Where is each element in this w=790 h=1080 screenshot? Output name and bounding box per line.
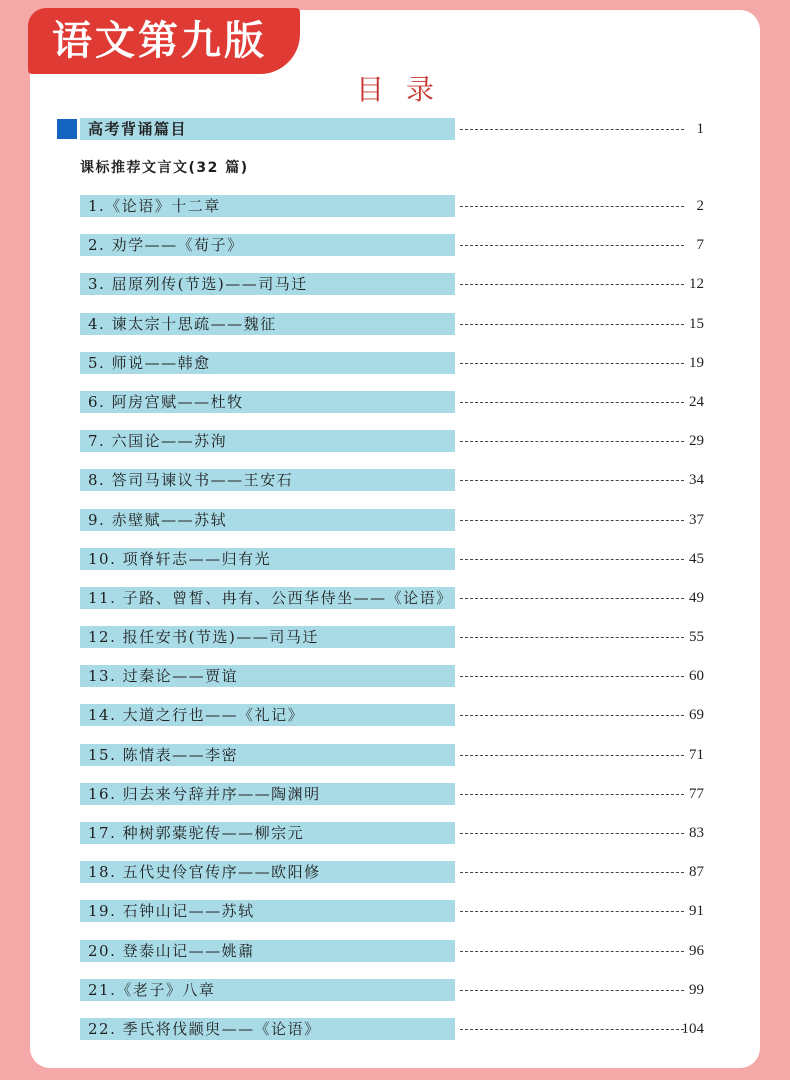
page-number: 104 xyxy=(681,1020,704,1037)
edition-banner: 语文第九版 xyxy=(28,8,300,74)
toc-entry[interactable] xyxy=(0,305,790,344)
page-number: 34 xyxy=(689,472,704,489)
dot-leader xyxy=(460,598,684,599)
dot-leader xyxy=(460,284,684,285)
page-number: 24 xyxy=(689,393,704,410)
entry-title: 22. 季氏将伐颛臾——《论语》 xyxy=(88,1019,321,1038)
toc-entry[interactable] xyxy=(0,853,790,892)
dot-leader xyxy=(460,755,684,756)
page-number: 49 xyxy=(689,589,704,606)
entry-title: 14. 大道之行也——《礼记》 xyxy=(88,706,305,725)
page-number: 91 xyxy=(689,903,704,920)
page-number: 45 xyxy=(689,550,704,567)
toc-entry[interactable] xyxy=(0,1010,790,1049)
page-number: 99 xyxy=(689,981,704,998)
entry-title: 4. 谏太宗十思疏——魏征 xyxy=(88,314,277,333)
toc-title: 目录 xyxy=(355,73,456,106)
page-number: 7 xyxy=(696,237,704,254)
entry-title: 9. 赤壁赋——苏轼 xyxy=(88,510,228,529)
subheading-label: 课标推荐文言文(32 篇) xyxy=(80,160,249,176)
dot-leader xyxy=(460,363,684,364)
toc-entry[interactable] xyxy=(0,344,790,383)
toc-entry[interactable] xyxy=(0,892,790,931)
page-number: 1 xyxy=(696,121,704,137)
toc-entry[interactable] xyxy=(0,422,790,461)
entry-title: 5. 师说——韩愈 xyxy=(88,353,211,372)
page-number: 15 xyxy=(689,315,704,332)
entry-title: 21.《老子》八章 xyxy=(88,980,216,999)
toc-entry[interactable] xyxy=(0,265,790,304)
entry-title: 2. 劝学——《荀子》 xyxy=(88,236,244,255)
entry-title: 18. 五代史伶官传序——欧阳修 xyxy=(88,863,321,882)
page-number: 55 xyxy=(689,629,704,646)
toc-entry[interactable] xyxy=(0,501,790,540)
page-number: 87 xyxy=(689,864,704,881)
dot-leader xyxy=(460,520,684,521)
entry-title: 12. 报任安书(节选)——司马迁 xyxy=(88,628,319,647)
entry-title: 7. 六国论——苏洵 xyxy=(88,432,228,451)
dot-leader xyxy=(460,245,684,246)
section-label: 高考背诵篇目 xyxy=(88,120,188,138)
entry-title: 20. 登泰山记——姚鼐 xyxy=(88,941,255,960)
entry-title: 19. 石钟山记——苏轼 xyxy=(88,902,255,921)
entry-title: 10. 项脊轩志——归有光 xyxy=(88,549,272,568)
dot-leader xyxy=(460,676,684,677)
dot-leader xyxy=(460,1029,684,1030)
toc-entry[interactable] xyxy=(0,814,790,853)
dot-leader xyxy=(460,951,684,952)
toc-entry[interactable] xyxy=(0,971,790,1010)
page-number: 71 xyxy=(689,746,704,763)
toc-entry[interactable] xyxy=(0,540,790,579)
dot-leader xyxy=(460,480,684,481)
toc-section-row[interactable] xyxy=(0,110,790,149)
page-number: 60 xyxy=(689,668,704,685)
entry-title: 3. 屈原列传(节选)——司马迁 xyxy=(88,275,308,294)
toc-entry[interactable] xyxy=(0,736,790,775)
dot-leader xyxy=(460,206,684,207)
toc-entry[interactable] xyxy=(0,618,790,657)
toc-entry[interactable] xyxy=(0,932,790,971)
entry-title: 8. 答司马谏议书——王安石 xyxy=(88,471,294,490)
entry-title: 1.《论语》十二章 xyxy=(88,197,221,215)
dot-leader xyxy=(460,637,684,638)
toc-list xyxy=(0,110,790,1049)
toc-entry[interactable] xyxy=(0,775,790,814)
section-square-icon xyxy=(57,119,77,139)
entry-title: 6. 阿房宫赋——杜牧 xyxy=(88,392,244,411)
dot-leader xyxy=(460,872,684,873)
page-number: 77 xyxy=(689,785,704,802)
page-number: 12 xyxy=(689,276,704,293)
page-number: 37 xyxy=(689,511,704,528)
toc-items xyxy=(0,187,790,1049)
entry-title: 15. 陈情表——李密 xyxy=(88,745,239,764)
toc-entry[interactable] xyxy=(0,461,790,500)
dot-leader xyxy=(460,324,684,325)
dot-leader xyxy=(460,911,684,912)
page-number: 69 xyxy=(689,707,704,724)
dot-leader xyxy=(460,794,684,795)
toc-entry[interactable] xyxy=(0,696,790,735)
dot-leader xyxy=(460,715,684,716)
page-number: 19 xyxy=(689,354,704,371)
dot-leader xyxy=(460,441,684,442)
page-number: 2 xyxy=(696,198,704,214)
page-number: 96 xyxy=(689,942,704,959)
toc-entry[interactable] xyxy=(0,657,790,696)
entry-title: 17. 种树郭橐驼传——柳宗元 xyxy=(88,824,305,842)
page-number: 29 xyxy=(689,433,704,450)
toc-entry[interactable] xyxy=(0,187,790,226)
entry-title: 16. 归去来兮辞并序——陶渊明 xyxy=(88,784,321,803)
dot-leader xyxy=(460,990,684,991)
entry-title: 11. 子路、曾皙、冉有、公西华侍坐——《论语》 xyxy=(88,588,453,607)
dot-leader xyxy=(460,402,684,403)
toc-entry[interactable] xyxy=(0,579,790,618)
toc-entry[interactable] xyxy=(0,383,790,422)
dot-leader xyxy=(460,833,684,834)
toc-entry[interactable] xyxy=(0,226,790,265)
entry-title: 13. 过秦论——贾谊 xyxy=(88,667,239,686)
dot-leader xyxy=(460,129,684,130)
toc-subheading-row xyxy=(0,149,790,187)
page-number: 83 xyxy=(689,825,704,841)
dot-leader xyxy=(460,559,684,560)
